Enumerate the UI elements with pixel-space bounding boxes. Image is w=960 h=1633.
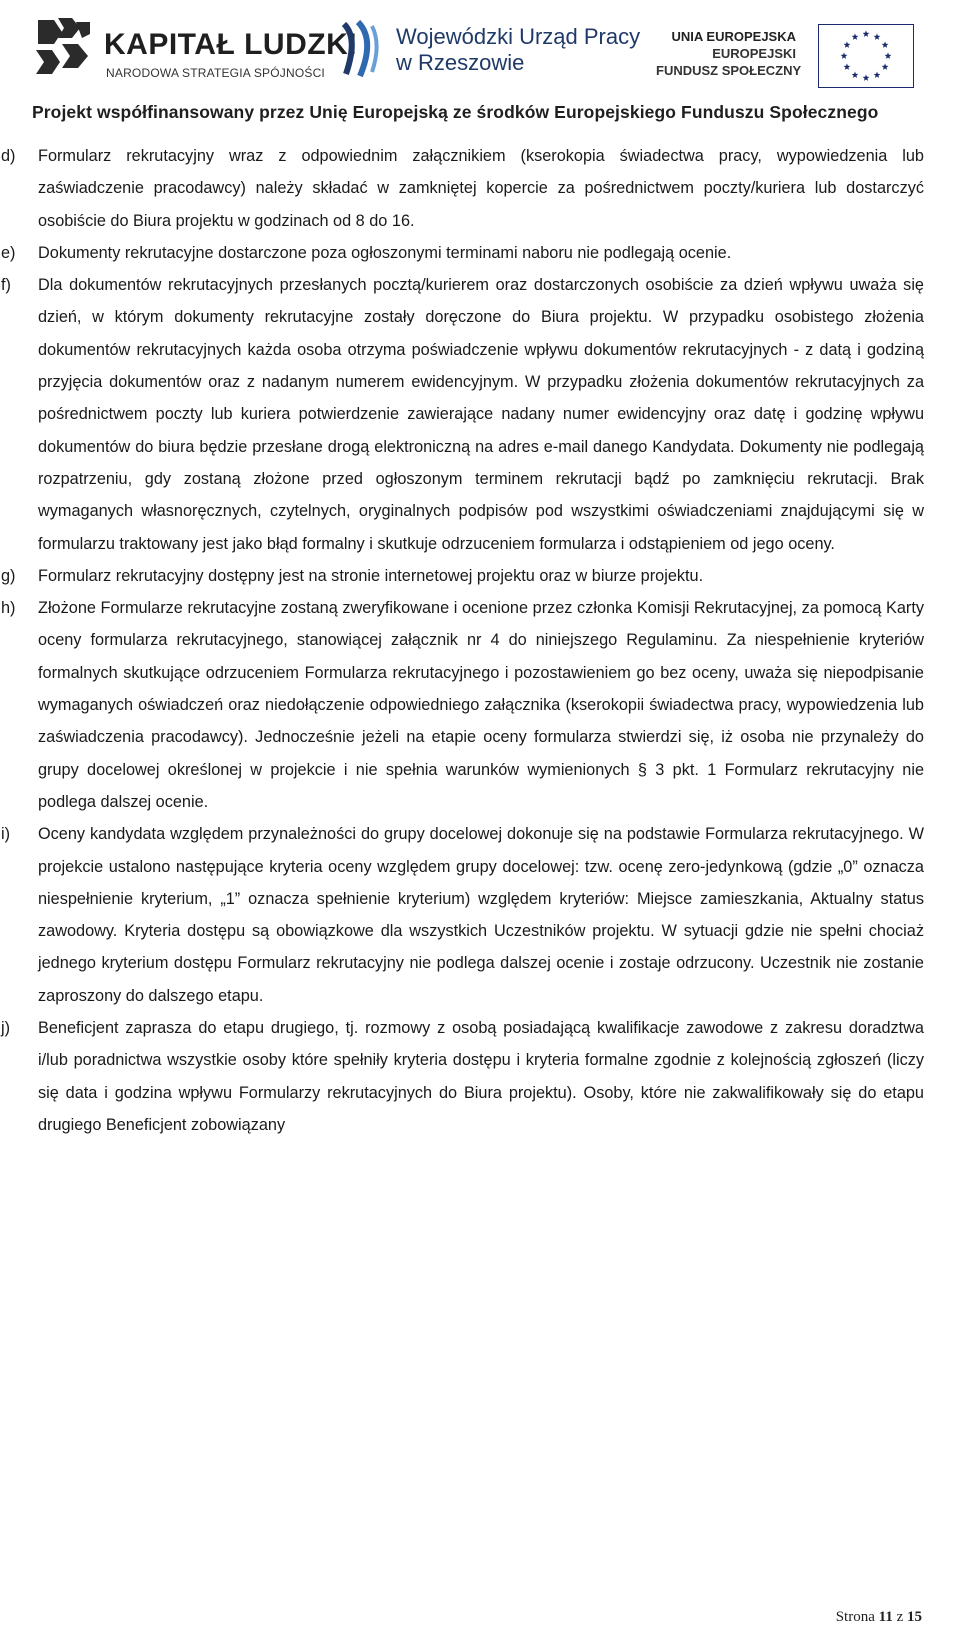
list-item-marker: g) [1,566,16,585]
eu-line2: EUROPEJSKI [712,46,796,61]
current-page: 11 [878,1609,893,1625]
list-item [0,269,960,560]
kapital-ludzki-subtitle: NARODOWA STRATEGIA SPÓJNOŚCI [106,66,325,80]
page-header [0,0,960,130]
list-item-marker: f) [1,276,11,295]
wup-name-line2: w Rzeszowie [396,50,525,75]
list-item-marker: j) [1,1019,11,1038]
total-pages: 15 [907,1609,922,1625]
list-item-text: Dokumenty rekrutacyjne dostarczone poza ogłoszonymi terminami naboru nie podlegają ocenie. [38,243,732,262]
kapital-ludzki-logo [32,14,358,84]
list-item-marker: d) [1,147,16,165]
kapital-ludzki-title: KAPITAŁ LUDZKI [104,28,358,61]
eu-text [656,28,802,79]
document-body [0,140,960,1141]
list-item [0,818,960,1012]
list-item-text: Beneficjent zaprasza do etapu drugiego, tj. rozmowy z osobą posiadającą kwalifikacje zawodowe z zakresu doradztwa i/lub poradnictwa wszystkie osoby które spełniły kryteria dostępu i kryteria formalne zgodnie z kolejnością zgłoszeń (liczy się data i godzina wpływu Formularzy rekrutacyjnych do Biura projektu). Osoby, które nie zakwalifikowały się do etapu drugiego Beneficjent zobowiązany [38,1019,924,1134]
list-item-marker: e) [1,243,16,262]
eu-line1: UNIA EUROPEJSKA [671,29,796,44]
list-item [0,1012,960,1141]
list-item-text: Formularz rekrutacyjny wraz z odpowiednim załącznikiem (kserokopia świadectwa pracy, wypowiedzenia lub zaświadczenie pracodawcy) należy składać w zamkniętej kopercie za pośrednictwem poczty/kuriera lub dostarczyć osobiście do Biura projektu w godzinach od 8 do 16. [38,147,924,230]
kapital-ludzki-emblem-icon [32,14,94,80]
list-item-text: Dla dokumentów rekrutacyjnych przesłanych pocztą/kurierem oraz dostarczonych osobiście za dzień wpływu uważa się dzień, w którym dokumenty rekrutacyjne zostały doręczone do Biura projektu. W przypadku osobistego złożenia dokumentów rekrutacyjnych każda osoba otrzyma poświadczenie wpływu dokumentów rekrutacyjnych - z datą i godziną przyjęcia dokumentów oraz z nadanym numerem ewidencyjnym. W przypadku złożenia dokumentów rekrutacyjnych za pośrednictwem poczty lub kuriera potwierdzenie zawierające nadany numer ewidencyjny oraz datę i godzinę wpływu dokumentów do biura będzie przesłane drogą elektroniczną na adres e-mail danego Kandydata. Dokumenty nie podlegają rozpatrzeniu, gdy zostaną złożone przed ogłoszonym terminem rekrutacji bądź po zamknięciu rekrutacji. Brak wymaganych własnoręcznych, czytelnych, oryginalnych podpisów pod wszystkimi oświadczeniami znajdującymi się w formularzu traktowany jest jako błąd formalny i skutkuje odrzuceniem formularza i odstąpieniem od jego oceny. [38,276,924,553]
page-separator: z [896,1609,904,1625]
list-item [0,592,960,818]
wup-emblem-icon [340,20,380,78]
list-item-text: Formularz rekrutacyjny dostępny jest na stronie internetowej projektu oraz w biurze projektu. [38,566,704,585]
eu-efs-logo [650,14,940,84]
cofinancing-statement: Projekt współfinansowany przez Unię Europejską ze środków Europejskiego Funduszu Społecznego [32,102,879,122]
list-item [0,237,960,269]
list-item-marker: h) [1,599,16,618]
wup-rzeszow-logo [340,14,641,84]
list-item [0,140,960,237]
wup-name [396,24,640,76]
page-label: Strona [835,1609,875,1625]
list-item-text: Złożone Formularze rekrutacyjne zostaną zweryfikowane i ocenione przez członka Komisji Rekrutacyjnej, za pomocą Karty oceny formularza rekrutacyjnego, stanowiącej załącznik nr 4 do niniejszego Regulaminu. Za niespełnienie kryteriów formalnych skutkujące odrzuceniem Formularza rekrutacyjnego i pozostawieniem go bez oceny, uważa się niepodpisanie wymaganych oświadczeń oraz niedołączenie odpowiedniego załącznika (kserokopii świadectwa pracy, wypowiedzenia lub zaświadczenia pracodawcy). Jednocześnie jeżeli na etapie oceny formularza stwierdzi się, iż osoba nie przynależy do grupy docelowej określonej w projekcie i nie spełnia warunków wymienionych § 3 pkt. 1 Formularz rekrutacyjny nie podlega dalszej ocenie. [38,599,924,811]
list-item [0,560,960,592]
page-number [836,1609,922,1626]
eu-flag-icon [818,24,914,88]
list-item-marker: i) [1,825,11,844]
wup-name-line1: Wojewódzki Urząd Pracy [396,24,641,49]
eu-line3: FUNDUSZ SPOŁECZNY [656,63,802,78]
list-item-text: Oceny kandydata względem przynależności do grupy docelowej dokonuje się na podstawie Formularza rekrutacyjnego. W projekcie ustalono następujące kryteria oceny względem grupy docelowej: tzw. ocenę zero-jedynkową (gdzie „0” oznacza niespełnienie kryterium, „1” oznacza spełnienie kryterium) względem kryteriów: Miejsce zamieszkania, Aktualny status zawodowy. Kryteria dostępu są obowiązkowe dla wszystkich Uczestników projektu. W sytuacji gdzie nie spełni chociaż jednego kryterium dostępu Formularz rekrutacyjny nie podlega dalszej ocenie i zostaje odrzucony. Uczestnik nie zostanie zaproszony do dalszego etapu. [38,825,924,1005]
